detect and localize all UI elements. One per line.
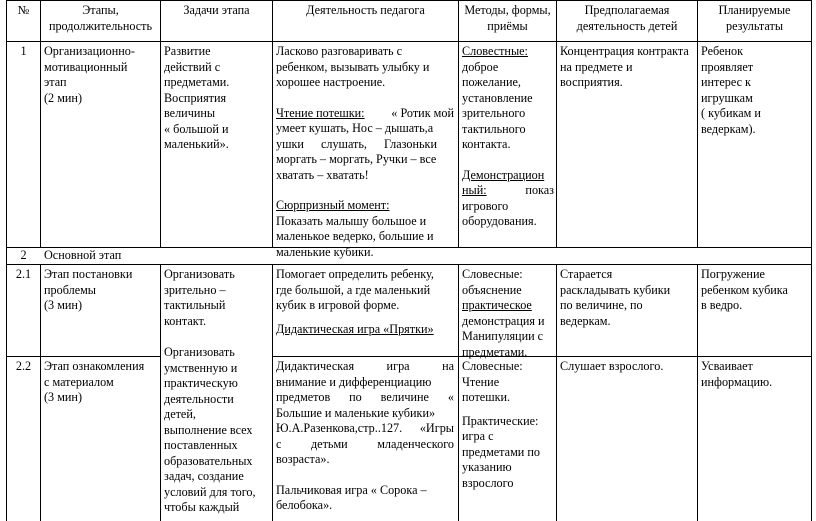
rule-top [6, 0, 812, 1]
row1-surprise-line: маленькие кубики. [276, 244, 374, 259]
rule-header-bottom [6, 41, 812, 42]
row1-surprise [276, 198, 454, 260]
rule-col1 [40, 0, 41, 247]
header-num: № [17, 3, 30, 17]
row1-demo [462, 168, 554, 230]
row1-stage-line: (2 мин) [44, 90, 83, 105]
row22-stage [44, 359, 158, 406]
row1-surprise-line: маленькое ведерко, большие и [276, 229, 434, 243]
row22-results-line: информацию. [701, 374, 773, 389]
row21-tasks-line: умственную и [164, 360, 238, 375]
header-children: Предполагаемая деятельность детей [576, 3, 678, 33]
row1-stage [44, 44, 158, 106]
row22-methods-line: взрослого [462, 475, 514, 490]
row21-children [560, 267, 696, 329]
row1-rhyme-text: « Ротик мой [391, 105, 454, 120]
row21-tasks-line: контакт. [164, 313, 207, 328]
row22-teacher-word: Ю.А.Разенкова,стр..127. [276, 421, 403, 435]
header-tasks: Задачи этапа [183, 3, 250, 17]
row1-demo-title: Демонстрацион [462, 167, 545, 182]
row1-rhyme-line [276, 106, 454, 122]
row22-teacher-word: по [349, 390, 362, 404]
rule-col4 [458, 0, 459, 247]
row2-num: 2 [20, 248, 27, 262]
row22-finger-line: Пальчиковая игра « Сорока – [276, 482, 427, 497]
row1-rhyme-title: Чтение потешки: [276, 105, 365, 120]
row1-tasks [164, 44, 270, 153]
row21-tasks-line: образовательных [164, 453, 253, 468]
row21-tasks-line: тактильный [164, 298, 226, 312]
header-results: Планируемые результаты [718, 3, 791, 33]
row21-methods-line: Манипуляции с [462, 329, 544, 343]
row21-tasks-line: поставленных [164, 438, 238, 452]
row22-teacher-word: « [447, 390, 454, 404]
row1-surprise-line: Показать малышу большое и [276, 213, 427, 228]
row21-tasks-line: чтобы каждый [164, 500, 240, 514]
row1-rhyme-line: хватать – хватать! [276, 167, 369, 182]
row1-children: Концентрация контракта на предмете и восприятия. [560, 44, 689, 89]
row21-children-line: по величине, по [560, 298, 643, 312]
row1-rhyme-line: умеет кушать, Нос – дышать,а [276, 121, 434, 135]
row21-methods-line: демонстрация и [462, 313, 545, 328]
row1-surprise-title: Сюрпризный момент: [276, 198, 390, 212]
row1-results-line: ведеркам). [701, 121, 756, 136]
row22-children: Слушает взрослого. [560, 359, 664, 373]
row21-tasks-line: Организовать [164, 267, 235, 281]
row21-tasks-b [164, 345, 270, 516]
rule-row2-bottom [6, 264, 812, 265]
row22-stage-line: (3 мин) [44, 390, 83, 404]
row21-tasks-line: практическую [164, 376, 238, 390]
row1-methods-line: установление [462, 90, 533, 105]
row1-num: 1 [20, 44, 27, 58]
row21-children-line: ведеркам. [560, 313, 611, 328]
row21-results [701, 267, 809, 314]
row22-teacher-word: игра [386, 359, 410, 373]
row22-stage-line: Этап ознакомления [44, 359, 145, 373]
row1-tasks-line: действий с [164, 59, 221, 74]
row1-results-line: игрушкам [701, 90, 753, 105]
row22-teacher-line [276, 421, 454, 437]
row1-demo-title: ный: [462, 183, 487, 197]
rule-col3 [272, 0, 273, 247]
rule-col7 [811, 0, 812, 521]
row22-methods-line: потешки. [462, 390, 511, 404]
row21-teacher-line: Помогает определить ребенку, [276, 267, 434, 281]
row21-methods-line: Словесные: [462, 267, 523, 281]
row22-teacher-word: Дидактическая [276, 359, 355, 373]
row21-stage-line: проблемы [44, 282, 96, 297]
row22-stage-line: с материалом [44, 374, 114, 389]
row21-tasks-line: задач, создание [164, 469, 244, 483]
row1-methods-title: Словестные: [462, 44, 528, 58]
row21-tasks-line: условий для того, [164, 484, 256, 499]
row22-teacher-line [276, 390, 454, 406]
rule-col3b [272, 264, 273, 521]
row21-teacher [276, 267, 454, 337]
row21-methods-line: практическое [462, 298, 532, 312]
row22-num: 2.2 [15, 359, 32, 373]
row22-methods-line: Практические: [462, 413, 539, 428]
rule-col2 [160, 0, 161, 247]
row22-teacher-line [276, 437, 454, 453]
row1-methods-line: контакта. [462, 137, 511, 151]
row22-teacher-line: внимание и дифференциацию [276, 374, 432, 389]
header-stages: Этапы, продолжительность [48, 3, 153, 33]
row22-teacher-line: Большие и маленькие кубики» [276, 405, 436, 420]
row22-methods [462, 359, 554, 491]
row21-stage-line: Этап постановки [44, 267, 133, 281]
row22-teacher-word: предметов [276, 390, 331, 404]
header-methods: Методы, формы, приёмы [464, 3, 551, 33]
row21-tasks-line: Организовать [164, 345, 235, 359]
row1-stage-line: Организационно- [44, 44, 135, 58]
row21-tasks-line: детей, [164, 407, 196, 421]
row22-finger-line: белобока». [276, 498, 333, 512]
row1-stage-line: мотивационный [44, 59, 128, 74]
row1-methods-line: пожелание, [462, 75, 521, 89]
row1-demo-line: игрового [462, 198, 509, 213]
row22-teacher-word: на [442, 359, 454, 373]
row1-results-line: ( кубикам и [701, 106, 761, 120]
rule-col1b [40, 264, 41, 521]
row1-demo-line [462, 183, 554, 199]
row21-results-line: в ведро. [701, 298, 743, 312]
row1-tasks-line: величины [164, 106, 216, 120]
row1-methods-line: зрительного [462, 106, 526, 120]
rule-col4b [458, 264, 459, 521]
row1-tasks-line: Развитие [164, 44, 211, 58]
row1-rhyme-line: ушки слушать, Глазоньки [276, 136, 437, 151]
row1-demo-line: оборудования. [462, 214, 537, 228]
row1-tasks-line: маленький». [164, 137, 229, 151]
row21-stage-line: (3 мин) [44, 298, 83, 312]
row1-demo-word: показ [525, 183, 554, 197]
row22-teacher-word: величине [380, 390, 429, 404]
row21-game-title: Дидактическая игра «Прятки» [276, 321, 434, 336]
row1-stage-line: этап [44, 75, 67, 89]
row21-results-line: ребенком кубика [701, 282, 788, 297]
row2-stage: Основной этап [44, 248, 122, 262]
row21-tasks [164, 267, 270, 516]
row1-rhyme-line: моргать – моргать, Ручки – все [276, 152, 437, 166]
row22-teacher-line [276, 359, 454, 375]
row1-results-line: Ребенок [701, 44, 744, 58]
row1-results-line: проявляет [701, 59, 754, 74]
rule-col2b [160, 264, 161, 521]
row22-teacher-word: младенческого [377, 436, 454, 451]
row22-methods-line: предметами по [462, 444, 540, 459]
row22-methods-b [462, 414, 554, 492]
row1-tasks-line: Восприятия [164, 90, 227, 105]
row1-results-line: интерес к [701, 75, 751, 89]
row22-methods-line: игра с [462, 429, 494, 443]
row22-teacher-word: с [276, 436, 282, 451]
row21-tasks-line: зрительно – [164, 282, 226, 297]
row1-methods [462, 44, 554, 230]
row22-teacher-line: возраста». [276, 452, 330, 466]
row21-children-line: раскладывать кубики [560, 282, 671, 297]
row21-stage [44, 267, 158, 314]
row22-teacher-word: «Игры [419, 421, 454, 435]
row22-results [701, 359, 809, 390]
row22-teacher-word: детьми [310, 436, 348, 451]
row1-teacher [276, 44, 454, 260]
row21-num: 2.1 [15, 267, 32, 281]
row22-methods-line: Словесные: [462, 359, 523, 373]
row21-tasks-line: выполнение всех [164, 422, 253, 437]
rule-row21-bottom-a [6, 356, 160, 357]
row1-rhyme [276, 106, 454, 184]
row1-results [701, 44, 809, 137]
rule-col5 [556, 0, 557, 247]
row1-methods-line: тактильного [462, 121, 526, 136]
row21-results-line: Погружение [701, 267, 765, 281]
row21-methods-line: предметами. [462, 344, 528, 359]
row21-methods [462, 267, 554, 360]
rule-col6 [697, 0, 698, 247]
row1-methods-line: доброе [462, 59, 499, 74]
row21-teacher-line: где большой, а где маленький [276, 282, 431, 297]
row22-finger [276, 483, 454, 514]
row1-teacher-intro: Ласково разговаривать с ребенком, вызывать улыбку и хорошее настроение. [276, 44, 430, 89]
rule-col6b [697, 264, 698, 521]
row22-methods-line: Чтение [462, 374, 500, 389]
row21-teacher-line: кубик в игровой форме. [276, 298, 400, 312]
row21-methods-line: объяснение [462, 282, 522, 297]
row1-tasks-line: предметами. [164, 75, 230, 89]
row21-children-line: Старается [560, 267, 613, 281]
row22-teacher [276, 359, 454, 514]
row22-results-line: Усваивает [701, 359, 753, 373]
row22-methods-line: указанию [462, 460, 512, 474]
rule-col5b [556, 264, 557, 521]
row21-tasks-line: деятельности [164, 391, 234, 406]
header-teacher: Деятельность педагога [306, 3, 425, 17]
row1-tasks-line: « большой и [164, 121, 229, 136]
